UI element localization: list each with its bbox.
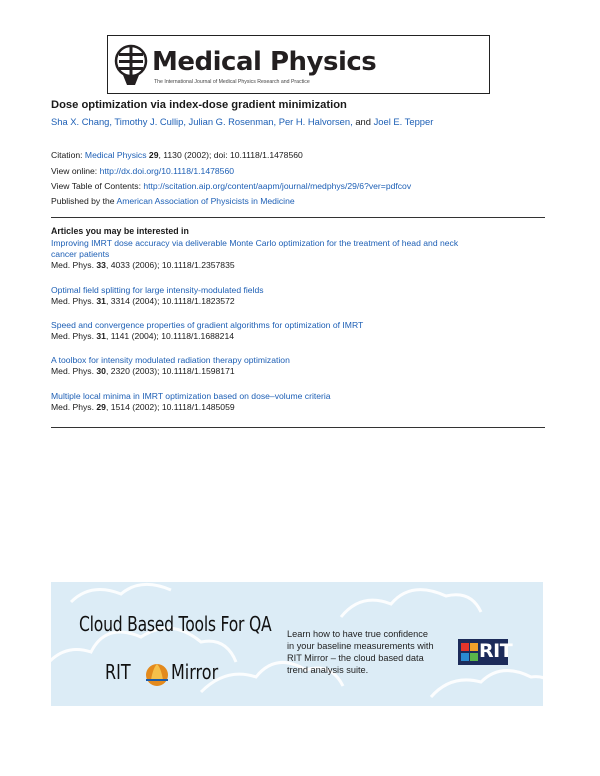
related-article-link[interactable]: Improving IMRT dose accuracy via deliverable Monte Carlo optimization for the treatment of head and neck (51, 238, 459, 248)
publisher-link[interactable]: American Association of Physicists in Medicine (116, 196, 295, 206)
published-label: Published by the (51, 196, 115, 206)
citation-label: Citation: (51, 150, 83, 160)
related-article-citation (51, 331, 541, 342)
journal-banner[interactable] (107, 35, 490, 94)
advertisement-banner[interactable] (51, 582, 543, 706)
ad-headline: Cloud Based Tools For QA (79, 612, 272, 636)
view-online-line (51, 166, 234, 176)
toc-label: View Table of Contents: (51, 181, 141, 191)
divider-bottom (51, 427, 545, 428)
citation-journal: Med. Phys. (51, 296, 94, 306)
journal-name: Medical Physics (152, 47, 377, 77)
related-article-link-cont[interactable]: cancer patients (51, 249, 110, 259)
citation-details: , 3314 (2004); 10.1118/1.1823572 (105, 296, 235, 306)
article-authors (51, 116, 433, 127)
ad-copy: Learn how to have true confidence in your baseline measurements with RIT Mirror – the cloud based data trend analysis suite. (287, 629, 434, 675)
related-articles-heading: Articles you may be interested in (51, 226, 189, 236)
journal-tagline: The International Journal of Medical Physics Research and Practice (154, 79, 310, 85)
citation-volume: 31 (96, 296, 106, 306)
citation-volume: 30 (96, 366, 106, 376)
related-article-link[interactable]: Speed and convergence properties of gradient algorithms for optimization of IMRT (51, 320, 364, 330)
author-link-last[interactable]: Joel E. Tepper (373, 116, 434, 127)
related-article-citation (51, 366, 541, 377)
article-title: Dose optimization via index-dose gradient minimization (51, 99, 347, 111)
citation-journal-link[interactable]: Medical Physics (84, 150, 147, 160)
related-article (51, 238, 541, 271)
citation-journal: Med. Phys. (51, 366, 94, 376)
citation-volume: 29 (148, 150, 159, 160)
citation-volume: 31 (96, 331, 106, 341)
related-article-citation (51, 260, 541, 271)
view-online-label: View online: (51, 166, 98, 176)
citation-details: , 2320 (2003); 10.1118/1.1598171 (105, 366, 235, 376)
citation-details: , 4033 (2006); 10.1118/1.2357835 (105, 260, 235, 270)
publisher-line (51, 196, 295, 206)
authors-and: and (355, 116, 371, 127)
related-article-link[interactable]: A toolbox for intensity modulated radiation therapy optimization (51, 355, 290, 365)
citation-volume: 33 (96, 260, 106, 270)
related-article-link[interactable]: Multiple local minima in IMRT optimization based on dose–volume criteria (51, 391, 331, 401)
flame-logo-icon (143, 660, 171, 688)
brand-mirror-text: Mirror (171, 660, 219, 684)
related-article (51, 285, 541, 307)
medical-physics-seal-icon (113, 41, 149, 89)
divider-top (51, 217, 545, 218)
related-article-citation (51, 296, 541, 307)
view-online-link[interactable]: http://dx.doi.org/10.1118/1.1478560 (99, 166, 235, 176)
citation-details: , 1514 (2002); 10.1118/1.1485059 (105, 402, 235, 412)
related-article (51, 355, 541, 377)
citation-journal: Med. Phys. (51, 402, 94, 412)
related-article-link[interactable]: Optimal field splitting for large intensity-modulated fields (51, 285, 264, 295)
toc-line (51, 181, 411, 191)
citation-journal: Med. Phys. (51, 331, 94, 341)
citation-details: , 1130 (2002); doi: 10.1118/1.1478560 (158, 150, 303, 160)
citation-journal: Med. Phys. (51, 260, 94, 270)
toc-link[interactable]: http://scitation.aip.org/content/aapm/journal/medphys/29/6?ver=pdfcov (143, 181, 412, 191)
rit-logo-text: RIT (479, 640, 513, 662)
citation-volume: 29 (96, 402, 106, 412)
author-links[interactable]: Sha X. Chang, Timothy J. Cullip, Julian G. Rosenman, Per H. Halvorsen, (51, 116, 353, 127)
related-article-citation (51, 402, 541, 413)
citation-details: , 1141 (2004); 10.1118/1.1688214 (105, 331, 235, 341)
brand-rit-text: RIT (105, 660, 131, 684)
related-article (51, 320, 541, 342)
related-article (51, 391, 541, 413)
citation-line (51, 150, 303, 160)
